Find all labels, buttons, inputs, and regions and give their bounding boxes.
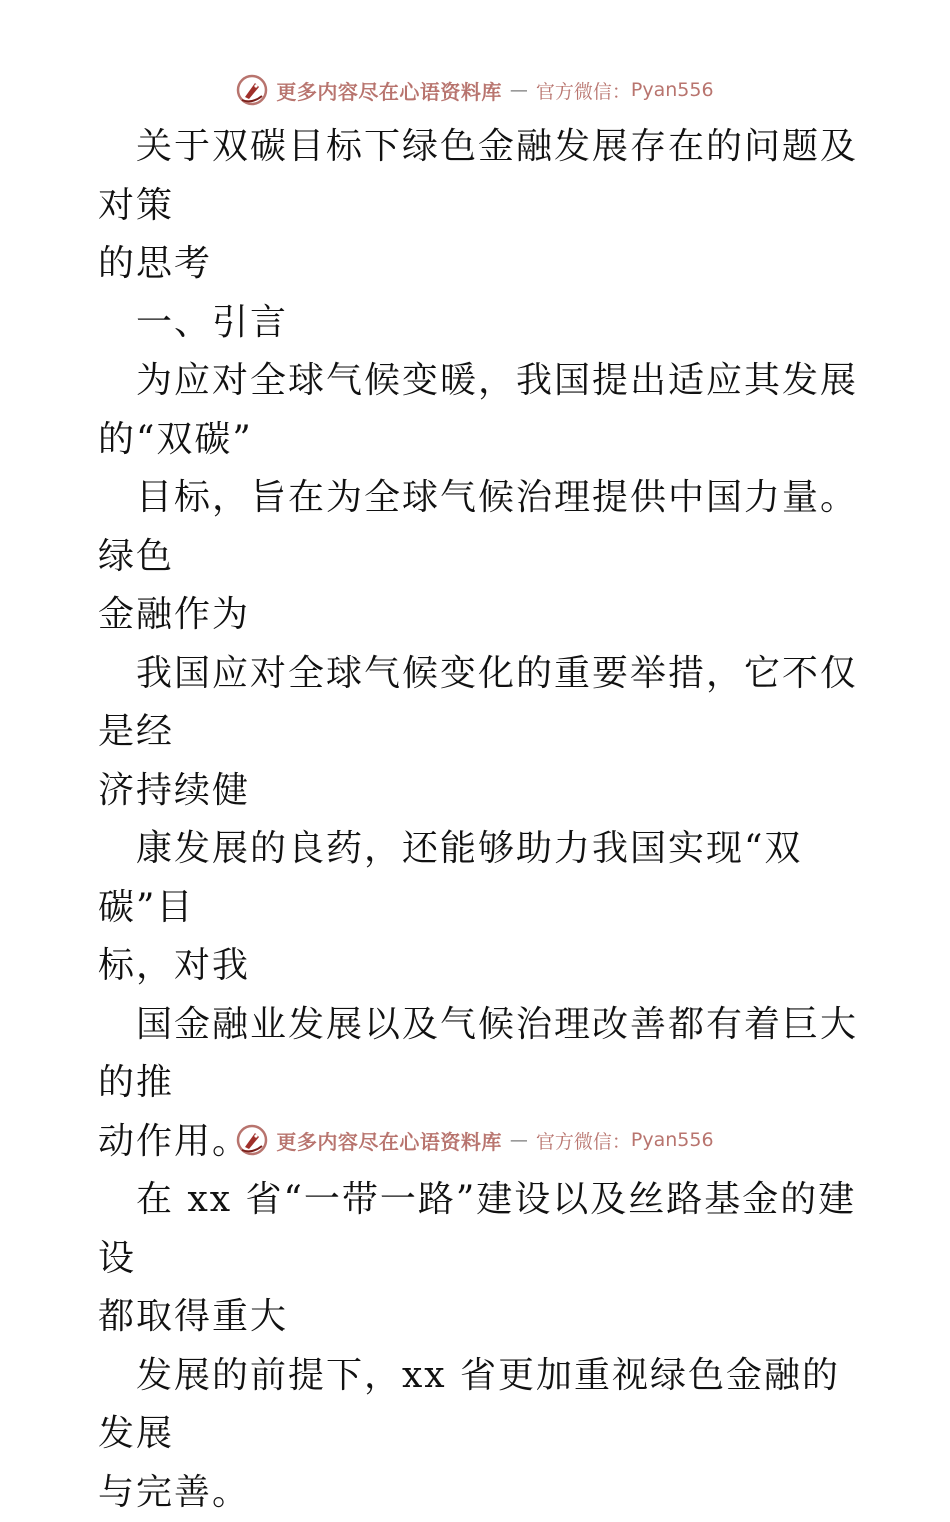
header-separator: — (510, 80, 528, 101)
paragraph-line: 在 xx 省“一带一路”建设以及丝路基金的建设 (98, 1179, 856, 1279)
footer-separator: — (510, 1130, 528, 1151)
paragraph-line: 康发展的良药，还能够助力我国实现“双碳”目 (98, 828, 802, 928)
pen-nib-logo-icon (236, 1124, 268, 1156)
paragraph-line: 我国应对全球气候变化的重要举措，它不仅是经 (98, 653, 858, 753)
paragraph-section-heading (98, 294, 858, 353)
paragraph (98, 352, 858, 469)
header-wechat-label: 官方微信： (536, 77, 631, 104)
header-banner (0, 70, 950, 110)
paragraph-title (98, 118, 858, 294)
paragraph-line: 目标，旨在为全球气候治理提供中国力量。绿色 (98, 477, 858, 577)
document-body (98, 118, 858, 1522)
paragraph-line: 为应对全球气候变暖，我国提出适应其发展 (136, 360, 858, 401)
paragraph-continuation: 标，对我 (98, 937, 858, 996)
footer-wechat-label: 官方微信： (536, 1127, 631, 1154)
paragraph (98, 469, 858, 645)
footer-wechat-id: Pyan556 (631, 1129, 714, 1151)
paragraph-line: 发展的前提下，xx 省更加重视绿色金融的发展 (98, 1355, 840, 1455)
paragraph-continuation: 动作用。 (98, 1113, 858, 1172)
pen-nib-logo-icon (236, 74, 268, 106)
paragraph-line: 国金融业发展以及气候治理改善都有着巨大的推 (98, 1004, 858, 1104)
paragraph (98, 645, 858, 821)
paragraph-line: 一、引言 (136, 302, 288, 343)
paragraph-continuation: 的思考 (98, 235, 858, 294)
paragraph-continuation: 济持续健 (98, 762, 858, 821)
paragraph-continuation: 都取得重大 (98, 1288, 858, 1347)
header-wechat-id: Pyan556 (631, 79, 714, 101)
paragraph-continuation: 的“双碳” (98, 411, 858, 470)
header-brand-text: 更多内容尽在心语资料库 (276, 76, 502, 105)
paragraph (98, 820, 858, 996)
paragraph-continuation: 金融作为 (98, 586, 858, 645)
paragraph (98, 1171, 858, 1347)
paragraph-line: 关于双碳目标下绿色金融发展存在的问题及对策 (98, 126, 858, 226)
paragraph-continuation: 与完善。 (98, 1464, 858, 1522)
footer-brand-text: 更多内容尽在心语资料库 (276, 1126, 502, 1155)
footer-banner (0, 1120, 950, 1160)
paragraph (98, 1347, 858, 1522)
